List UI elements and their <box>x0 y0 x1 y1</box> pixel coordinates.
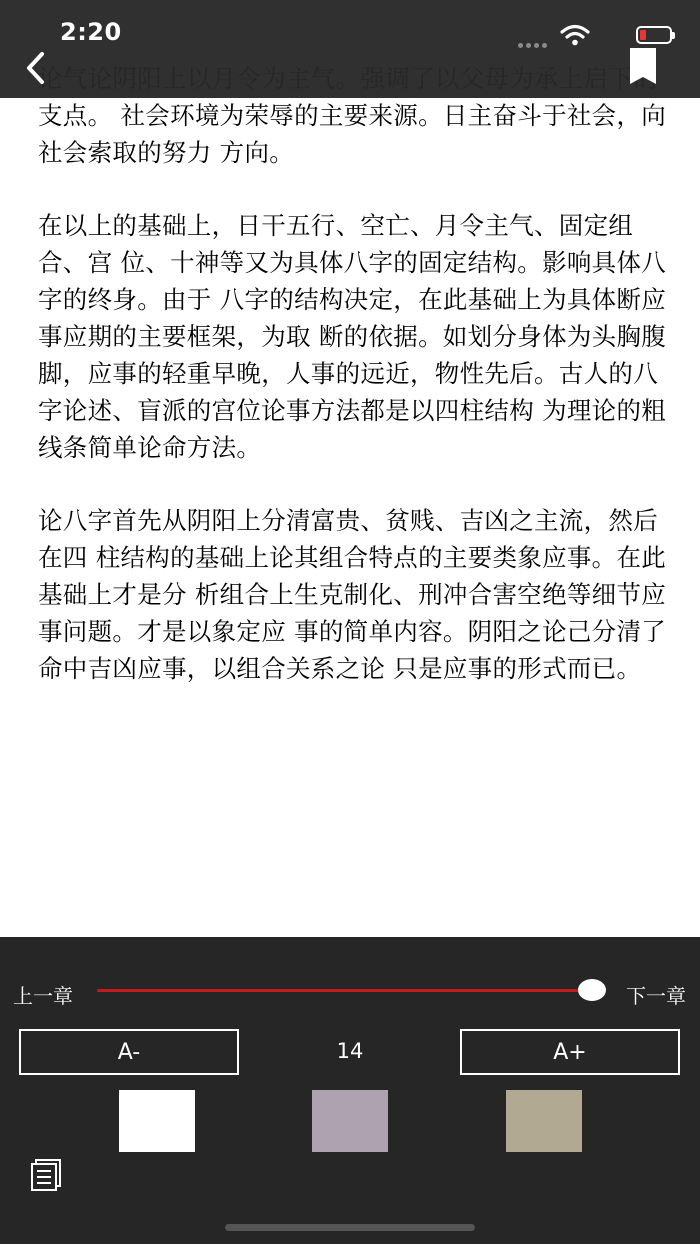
battery-icon <box>636 26 672 44</box>
next-chapter-button[interactable]: 下一章 <box>626 984 686 1008</box>
chapter-progress-slider[interactable] <box>97 989 594 992</box>
wifi-icon <box>560 24 590 46</box>
top-navigation-bar <box>0 0 700 98</box>
background-lavender-swatch[interactable] <box>312 1090 388 1152</box>
font-increase-button[interactable]: A+ <box>460 1029 680 1075</box>
catalog-list-icon[interactable] <box>30 1158 64 1192</box>
background-khaki-swatch[interactable] <box>506 1090 582 1152</box>
font-size-value: 14 <box>336 1039 364 1063</box>
status-time: 2:20 <box>60 18 122 46</box>
status-indicators <box>512 24 672 48</box>
back-chevron-icon[interactable] <box>22 50 52 86</box>
background-white-swatch[interactable] <box>119 1090 195 1152</box>
content-paragraph: 支点。 社会环境为荣辱的主要来源。日主奋斗于社会，向社会索取的努力 方向。 <box>38 101 667 167</box>
slider-thumb[interactable] <box>578 979 606 1001</box>
previous-chapter-button[interactable]: 上一章 <box>13 984 73 1008</box>
cellular-signal-icon <box>518 33 550 39</box>
reader-settings-panel <box>0 937 700 1244</box>
font-decrease-button[interactable]: A- <box>19 1029 239 1075</box>
chapter-content <box>38 60 668 723</box>
bookmark-icon[interactable] <box>628 48 658 88</box>
battery-level <box>640 30 646 40</box>
home-indicator <box>225 1224 475 1231</box>
content-paragraph: 论八字首先从阴阳上分清富贵、贫贱、吉凶之主流，然后在四 柱结构的基础上论其组合特点的主要类象应事。在此基础上才是分 析组合上生克制化、刑冲合害空绝等细节应事问题。才是以象定应 事的简单内容。阴阳之论己分清了命中吉凶应事，以组合关系之论 只是应事的形式而已。 <box>38 506 667 683</box>
content-paragraph: 在以上的基础上，日干五行、空亡、月令主气、固定组合、宫 位、十神等又为具体八字的固定结构。影响具体八字的终身。由于 八字的结构决定，在此基础上为具体断应事应期的主要框架，为取 断的依据。如划分身体为头胸腹脚，应事的轻重早晚，人事的远近，物性先后。古人的八字论述、盲派的宫位论事方法都是以四柱结构 为理论的粗线条简单论命方法。 <box>38 211 667 462</box>
